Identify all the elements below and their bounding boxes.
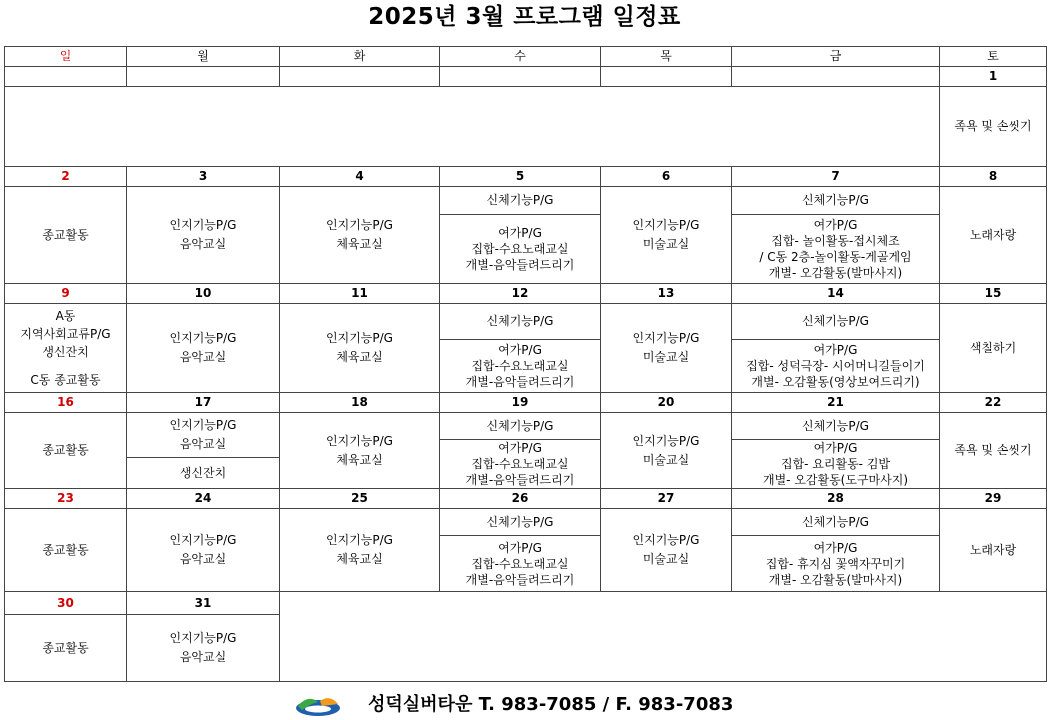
program-line: 집합-수요노래교실 <box>471 556 569 571</box>
program-line <box>7 361 124 371</box>
program-cell-fri-top <box>732 413 940 440</box>
date-cell: 9 <box>5 284 127 304</box>
program-line: 신체기능P/G <box>802 418 869 433</box>
program-line: 인지기능P/G <box>169 218 237 232</box>
program-line: 종교활동 <box>42 227 89 242</box>
program-cell-wed-bottom <box>440 440 601 489</box>
program-row-week-3 <box>5 304 1047 340</box>
date-cell <box>127 67 280 87</box>
program-cell-mon <box>127 187 280 284</box>
program-cell-sat <box>940 304 1047 393</box>
date-cell: 12 <box>440 284 601 304</box>
program-line: 여가P/G <box>498 343 542 357</box>
weekday-fri: 금 <box>732 47 940 67</box>
date-cell: 7 <box>732 167 940 187</box>
program-line: 음악교실 <box>179 237 227 251</box>
program-line: 미술교실 <box>642 350 690 364</box>
page-title: 2025년 3월 프로그램 일정표 <box>368 4 681 30</box>
date-cell: 29 <box>940 489 1047 509</box>
date-row-week-1 <box>5 67 1047 87</box>
date-cell: 28 <box>732 489 940 509</box>
program-line: 집합-수요노래교실 <box>471 457 569 471</box>
date-row-week-6 <box>5 592 1047 615</box>
program-line: 인지기능P/G <box>326 331 393 345</box>
date-row-week-5 <box>5 489 1047 509</box>
program-line: 집합- 성덕극장- 시어머니길들이기 <box>746 359 925 373</box>
program-line: 미술교실 <box>642 237 690 251</box>
program-line: 족욕 및 손씻기 <box>954 443 1032 457</box>
program-cell-fri-bottom <box>732 440 940 489</box>
program-cell-wed-top <box>440 509 601 536</box>
program-line: 음악교실 <box>179 437 227 451</box>
weekday-thu: 목 <box>601 47 732 67</box>
program-cell-wed-bottom <box>440 536 601 592</box>
seongdeok-logo-icon <box>294 692 342 718</box>
program-line: 인지기능P/G <box>169 418 237 432</box>
program-line: 집합- 놀이활동-접시체조 <box>771 234 900 248</box>
program-line: 개별- 오감활동(발마사지) <box>768 572 903 587</box>
program-line: 종교활동 <box>42 542 89 557</box>
weekday-sun: 일 <box>5 47 127 67</box>
program-cell-wed-top <box>440 413 601 440</box>
program-cell-tue <box>280 413 440 489</box>
program-line: 미술교실 <box>642 452 690 467</box>
date-cell: 2 <box>5 167 127 187</box>
weekday-header-row <box>5 47 1047 67</box>
program-line: 체육교실 <box>336 452 383 467</box>
date-cell: 19 <box>440 393 601 413</box>
program-line: 인지기능P/G <box>326 218 393 232</box>
date-cell <box>280 67 440 87</box>
date-cell <box>601 67 732 87</box>
date-cell: 10 <box>127 284 280 304</box>
program-line: 여가P/G <box>813 218 858 232</box>
program-cell-wed-top <box>440 304 601 340</box>
program-line: 신체기능P/G <box>486 418 554 433</box>
program-cell-thu <box>601 509 732 592</box>
program-cell-tue <box>280 509 440 592</box>
program-line: 노래자랑 <box>969 542 1017 557</box>
program-cell-fri-top <box>732 509 940 536</box>
date-cell: 31 <box>127 592 280 615</box>
program-line: 노래자랑 <box>969 227 1017 242</box>
program-line: / C동 2층-놀이활동-게골게임 <box>759 250 912 264</box>
program-line: 개별- 오감활동(발마사지) <box>768 266 903 280</box>
date-cell: 22 <box>940 393 1047 413</box>
date-cell: 5 <box>440 167 601 187</box>
program-cell-sun <box>5 509 127 592</box>
program-line: 음악교실 <box>179 552 227 566</box>
date-cell <box>5 67 127 87</box>
program-line: 음악교실 <box>179 350 227 364</box>
date-cell: 20 <box>601 393 732 413</box>
program-cell-mon-bottom <box>127 458 280 489</box>
program-cell-fri-bottom <box>732 340 940 393</box>
date-row-week-3 <box>5 284 1047 304</box>
weekday-mon: 월 <box>127 47 280 67</box>
program-line: 집합- 요리활동- 김밥 <box>780 457 891 471</box>
date-cell: 3 <box>127 167 280 187</box>
program-line: 개별- 오감활동(도구마사지) <box>762 473 909 487</box>
date-cell: 16 <box>5 393 127 413</box>
program-line: 여가P/G <box>498 441 542 455</box>
date-cell: 18 <box>280 393 440 413</box>
date-cell: 23 <box>5 489 127 509</box>
program-cell-mon <box>127 509 280 592</box>
program-line: 체육교실 <box>336 350 383 364</box>
schedule-table <box>4 46 1047 682</box>
program-line: 인지기능P/G <box>632 533 700 547</box>
program-line: A동 <box>55 309 76 323</box>
program-line: 인지기능P/G <box>632 218 700 232</box>
date-cell: 26 <box>440 489 601 509</box>
date-cell: 15 <box>940 284 1047 304</box>
program-row-week-2 <box>5 187 1047 215</box>
program-line: 인지기능P/G <box>169 631 237 645</box>
program-line: 인지기능P/G <box>169 331 237 345</box>
date-cell: 25 <box>280 489 440 509</box>
program-cell-tue <box>280 304 440 393</box>
program-line: 인지기능P/G <box>632 331 700 345</box>
program-cell-sat <box>940 509 1047 592</box>
program-cell-thu <box>601 413 732 489</box>
program-line: 신체기능P/G <box>486 314 554 328</box>
date-cell: 11 <box>280 284 440 304</box>
program-line: 개별-음악들려드리기 <box>465 258 575 272</box>
footer-contact: 성덕실버타운 T. 983-7085 / F. 983-7083 <box>368 694 734 715</box>
program-line: 여가P/G <box>813 441 858 455</box>
program-cell-sat <box>940 187 1047 284</box>
program-line: 신체기능P/G <box>486 514 554 529</box>
date-row-week-2 <box>5 167 1047 187</box>
program-line: 인지기능P/G <box>632 433 700 448</box>
date-cell: 8 <box>940 167 1047 187</box>
program-line: 여가P/G <box>813 540 858 555</box>
weekday-sat: 토 <box>940 47 1047 67</box>
date-cell: 17 <box>127 393 280 413</box>
program-cell-wed-bottom <box>440 340 601 393</box>
program-cell-sat <box>940 87 1047 167</box>
program-line: 인지기능P/G <box>169 533 237 547</box>
program-cell-wed-top <box>440 187 601 215</box>
program-cell-fri-top <box>732 304 940 340</box>
program-line: 종교활동 <box>42 640 89 655</box>
date-cell: 30 <box>5 592 127 615</box>
date-cell <box>732 67 940 87</box>
program-line: 음악교실 <box>179 650 227 664</box>
date-cell: 24 <box>127 489 280 509</box>
program-line: 색칠하기 <box>969 340 1017 355</box>
program-line: 개별-음악들려드리기 <box>465 572 575 587</box>
footer <box>0 690 1049 720</box>
program-line: 생신잔치 <box>42 345 89 359</box>
program-line: 신체기능P/G <box>802 314 869 328</box>
program-cell-fri-bottom <box>732 536 940 592</box>
program-line: 개별-음악들려드리기 <box>465 375 575 389</box>
program-line: 신체기능P/G <box>486 193 554 207</box>
date-row-week-4 <box>5 393 1047 413</box>
program-line: 집합- 휴지심 꽃액자꾸미기 <box>765 556 906 571</box>
program-cell-sun <box>5 187 127 284</box>
program-line: 체육교실 <box>336 552 383 566</box>
date-cell: 21 <box>732 393 940 413</box>
program-line: 체육교실 <box>336 237 383 251</box>
program-line: 여가P/G <box>813 343 858 357</box>
program-row-week-5 <box>5 509 1047 536</box>
program-line: 신체기능P/G <box>802 514 869 529</box>
program-cell-sun <box>5 413 127 489</box>
program-line: 족욕 및 손씻기 <box>954 119 1032 133</box>
date-cell: 27 <box>601 489 732 509</box>
program-line: 개별-음악들려드리기 <box>465 473 575 487</box>
program-cell-wed-bottom <box>440 215 601 284</box>
program-line: 인지기능P/G <box>326 533 393 547</box>
program-line: 여가P/G <box>498 226 542 240</box>
program-line: C동 종교활동 <box>30 373 101 387</box>
program-row-week-4 <box>5 413 1047 440</box>
program-cell-sat <box>940 413 1047 489</box>
empty-cell <box>5 87 940 167</box>
program-line: 인지기능P/G <box>326 433 393 448</box>
program-line: 집합-수요노래교실 <box>471 359 569 373</box>
date-cell: 1 <box>940 67 1047 87</box>
program-line: 종교활동 <box>42 443 89 457</box>
weekday-wed: 수 <box>440 47 601 67</box>
program-line: 집합-수요노래교실 <box>471 242 569 256</box>
program-cell-mon <box>127 304 280 393</box>
program-cell-thu <box>601 304 732 393</box>
date-cell: 14 <box>732 284 940 304</box>
program-cell-fri-bottom <box>732 215 940 284</box>
program-line: 지역사회교류P/G <box>20 327 111 341</box>
weekday-tue: 화 <box>280 47 440 67</box>
program-line: 여가P/G <box>498 540 542 555</box>
program-line: 개별- 오감활동(영상보여드리기) <box>751 375 920 389</box>
empty-area <box>280 592 1047 682</box>
program-cell-tue <box>280 187 440 284</box>
program-line: 신체기능P/G <box>802 193 869 207</box>
program-cell-thu <box>601 187 732 284</box>
program-cell-sun <box>5 304 127 393</box>
date-cell: 13 <box>601 284 732 304</box>
program-cell-sun <box>5 615 127 682</box>
program-cell-mon-top <box>127 413 280 458</box>
date-cell <box>440 67 601 87</box>
date-cell: 6 <box>601 167 732 187</box>
program-row-week-1 <box>5 87 1047 167</box>
program-line: 미술교실 <box>642 552 690 566</box>
program-cell-mon <box>127 615 280 682</box>
date-cell: 4 <box>280 167 440 187</box>
program-line: 생신잔치 <box>179 465 227 480</box>
program-cell-fri-top <box>732 187 940 215</box>
